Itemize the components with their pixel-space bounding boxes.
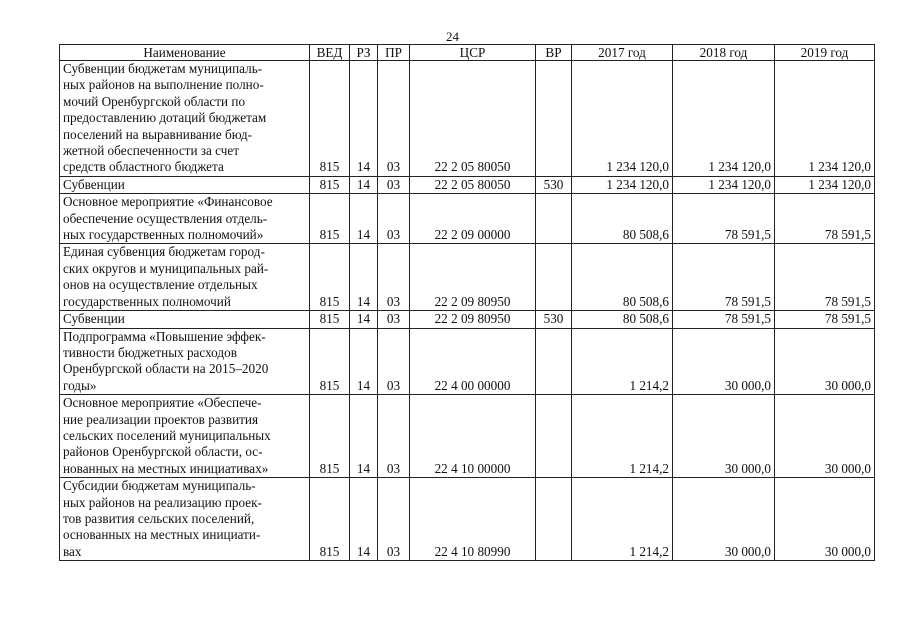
table-row [60, 328, 875, 395]
cell-vr [536, 194, 572, 244]
cell-2017: 1 214,2 [572, 395, 673, 478]
name-line: мочий Оренбургской области по [63, 93, 246, 109]
cell-pr: 03 [378, 176, 410, 193]
cell-ved: 815 [310, 194, 350, 244]
cell-name [60, 61, 310, 177]
page-number: 24 [446, 29, 459, 44]
header-pr: ПР [378, 45, 410, 61]
cell-rz: 14 [350, 311, 378, 328]
name-line: государственных полномочий [63, 293, 231, 309]
cell-2019: 78 591,5 [775, 194, 875, 244]
name-line: поселений на выравнивание бюд- [63, 126, 252, 142]
name-line: Основное мероприятие «Финансовое [63, 194, 273, 210]
table-row [60, 194, 875, 244]
cell-vr [536, 244, 572, 311]
cell-2018: 78 591,5 [673, 244, 775, 311]
table-row [60, 478, 875, 561]
cell-ved: 815 [310, 244, 350, 311]
cell-2017: 1 214,2 [572, 328, 673, 395]
cell-pr: 03 [378, 61, 410, 177]
cell-ved: 815 [310, 176, 350, 193]
cell-pr: 03 [378, 328, 410, 395]
table-row [60, 395, 875, 478]
cell-csr: 22 2 09 80950 [410, 244, 536, 311]
header-ved: ВЕД [310, 45, 350, 61]
cell-csr: 22 4 00 00000 [410, 328, 536, 395]
cell-ved: 815 [310, 395, 350, 478]
cell-csr: 22 2 05 80050 [410, 61, 536, 177]
cell-2017: 80 508,6 [572, 244, 673, 311]
cell-pr: 03 [378, 244, 410, 311]
name-line: Субвенции бюджетам муниципаль- [63, 61, 263, 76]
cell-rz: 14 [350, 176, 378, 193]
cell-pr: 03 [378, 311, 410, 328]
name-line: Субсидии бюджетам муниципаль- [63, 478, 256, 494]
table-row [60, 311, 875, 328]
name-line: ных районов на выполнение полно- [63, 77, 264, 93]
name-line: средств областного бюджета [63, 159, 224, 175]
cell-name [60, 194, 310, 244]
cell-2017: 1 214,2 [572, 478, 673, 561]
header-2017: 2017 год [572, 45, 673, 61]
header-rz: РЗ [350, 45, 378, 61]
cell-name [60, 395, 310, 478]
cell-rz: 14 [350, 61, 378, 177]
name-line: ных государственных полномочий» [63, 227, 264, 243]
cell-2018: 1 234 120,0 [673, 61, 775, 177]
name-line: предоставлению дотаций бюджетам [63, 110, 267, 126]
cell-2018: 78 591,5 [673, 194, 775, 244]
budget-table [59, 44, 875, 561]
name-line: нованных на местных инициативах» [63, 460, 269, 476]
cell-pr: 03 [378, 478, 410, 561]
cell-2019: 30 000,0 [775, 478, 875, 561]
cell-vr [536, 328, 572, 395]
cell-ved: 815 [310, 311, 350, 328]
table-body [60, 61, 875, 561]
cell-vr [536, 478, 572, 561]
cell-name [60, 478, 310, 561]
header-vr: ВР [536, 45, 572, 61]
name-line: вах [63, 543, 82, 559]
name-line: Субвенции [63, 311, 125, 327]
cell-2019: 78 591,5 [775, 244, 875, 311]
cell-2019: 30 000,0 [775, 395, 875, 478]
name-line: годы» [63, 377, 97, 393]
name-line: Единая субвенция бюджетам город- [63, 244, 265, 260]
cell-2018: 1 234 120,0 [673, 176, 775, 193]
header-name: Наименование [60, 45, 310, 61]
cell-2018: 30 000,0 [673, 395, 775, 478]
name-line: тивности бюджетных расходов [63, 344, 237, 360]
cell-csr: 22 4 10 80990 [410, 478, 536, 561]
cell-ved: 815 [310, 328, 350, 395]
name-line: Основное мероприятие «Обеспече- [63, 395, 262, 411]
cell-pr: 03 [378, 395, 410, 478]
cell-2017: 80 508,6 [572, 311, 673, 328]
name-line: ние реализации проектов развития [63, 411, 259, 427]
table-row [60, 176, 875, 193]
header-csr: ЦСР [410, 45, 536, 61]
cell-csr: 22 2 05 80050 [410, 176, 536, 193]
cell-2018: 78 591,5 [673, 311, 775, 328]
header-2019: 2019 год [775, 45, 875, 61]
name-line: Оренбургской области на 2015–2020 [63, 361, 269, 377]
header-2018: 2018 год [673, 45, 775, 61]
cell-ved: 815 [310, 61, 350, 177]
cell-vr [536, 61, 572, 177]
name-line: сельских поселений муниципальных [63, 427, 271, 443]
cell-name [60, 328, 310, 395]
name-line: обеспечение осуществления отдель- [63, 210, 268, 226]
cell-2017: 1 234 120,0 [572, 61, 673, 177]
cell-rz: 14 [350, 328, 378, 395]
table-row [60, 61, 875, 177]
table-row [60, 244, 875, 311]
cell-rz: 14 [350, 395, 378, 478]
cell-name [60, 311, 310, 328]
cell-csr: 22 4 10 00000 [410, 395, 536, 478]
name-line: Субвенции [63, 176, 125, 192]
cell-csr: 22 2 09 00000 [410, 194, 536, 244]
cell-name [60, 244, 310, 311]
cell-2019: 1 234 120,0 [775, 176, 875, 193]
name-line: районов Оренбургской области, ос- [63, 444, 263, 460]
cell-2019: 1 234 120,0 [775, 61, 875, 177]
cell-rz: 14 [350, 194, 378, 244]
cell-csr: 22 2 09 80950 [410, 311, 536, 328]
cell-name [60, 176, 310, 193]
name-line: Подпрограмма «Повышение эффек- [63, 328, 266, 344]
name-line: жетной обеспеченности за счет [63, 143, 239, 159]
cell-vr: 530 [536, 311, 572, 328]
cell-rz: 14 [350, 478, 378, 561]
cell-2019: 30 000,0 [775, 328, 875, 395]
cell-2017: 1 234 120,0 [572, 176, 673, 193]
cell-ved: 815 [310, 478, 350, 561]
cell-2019: 78 591,5 [775, 311, 875, 328]
cell-vr [536, 395, 572, 478]
cell-vr: 530 [536, 176, 572, 193]
name-line: основанных на местных инициати- [63, 527, 261, 543]
cell-rz: 14 [350, 244, 378, 311]
name-line: ских округов и муниципальных рай- [63, 260, 269, 276]
cell-2017: 80 508,6 [572, 194, 673, 244]
name-line: онов на осуществление отдельных [63, 277, 258, 293]
name-line: тов развития сельских поселений, [63, 510, 255, 526]
cell-pr: 03 [378, 194, 410, 244]
cell-2018: 30 000,0 [673, 478, 775, 561]
cell-2018: 30 000,0 [673, 328, 775, 395]
name-line: ных районов на реализацию проек- [63, 494, 262, 510]
table-header-row [60, 45, 875, 61]
